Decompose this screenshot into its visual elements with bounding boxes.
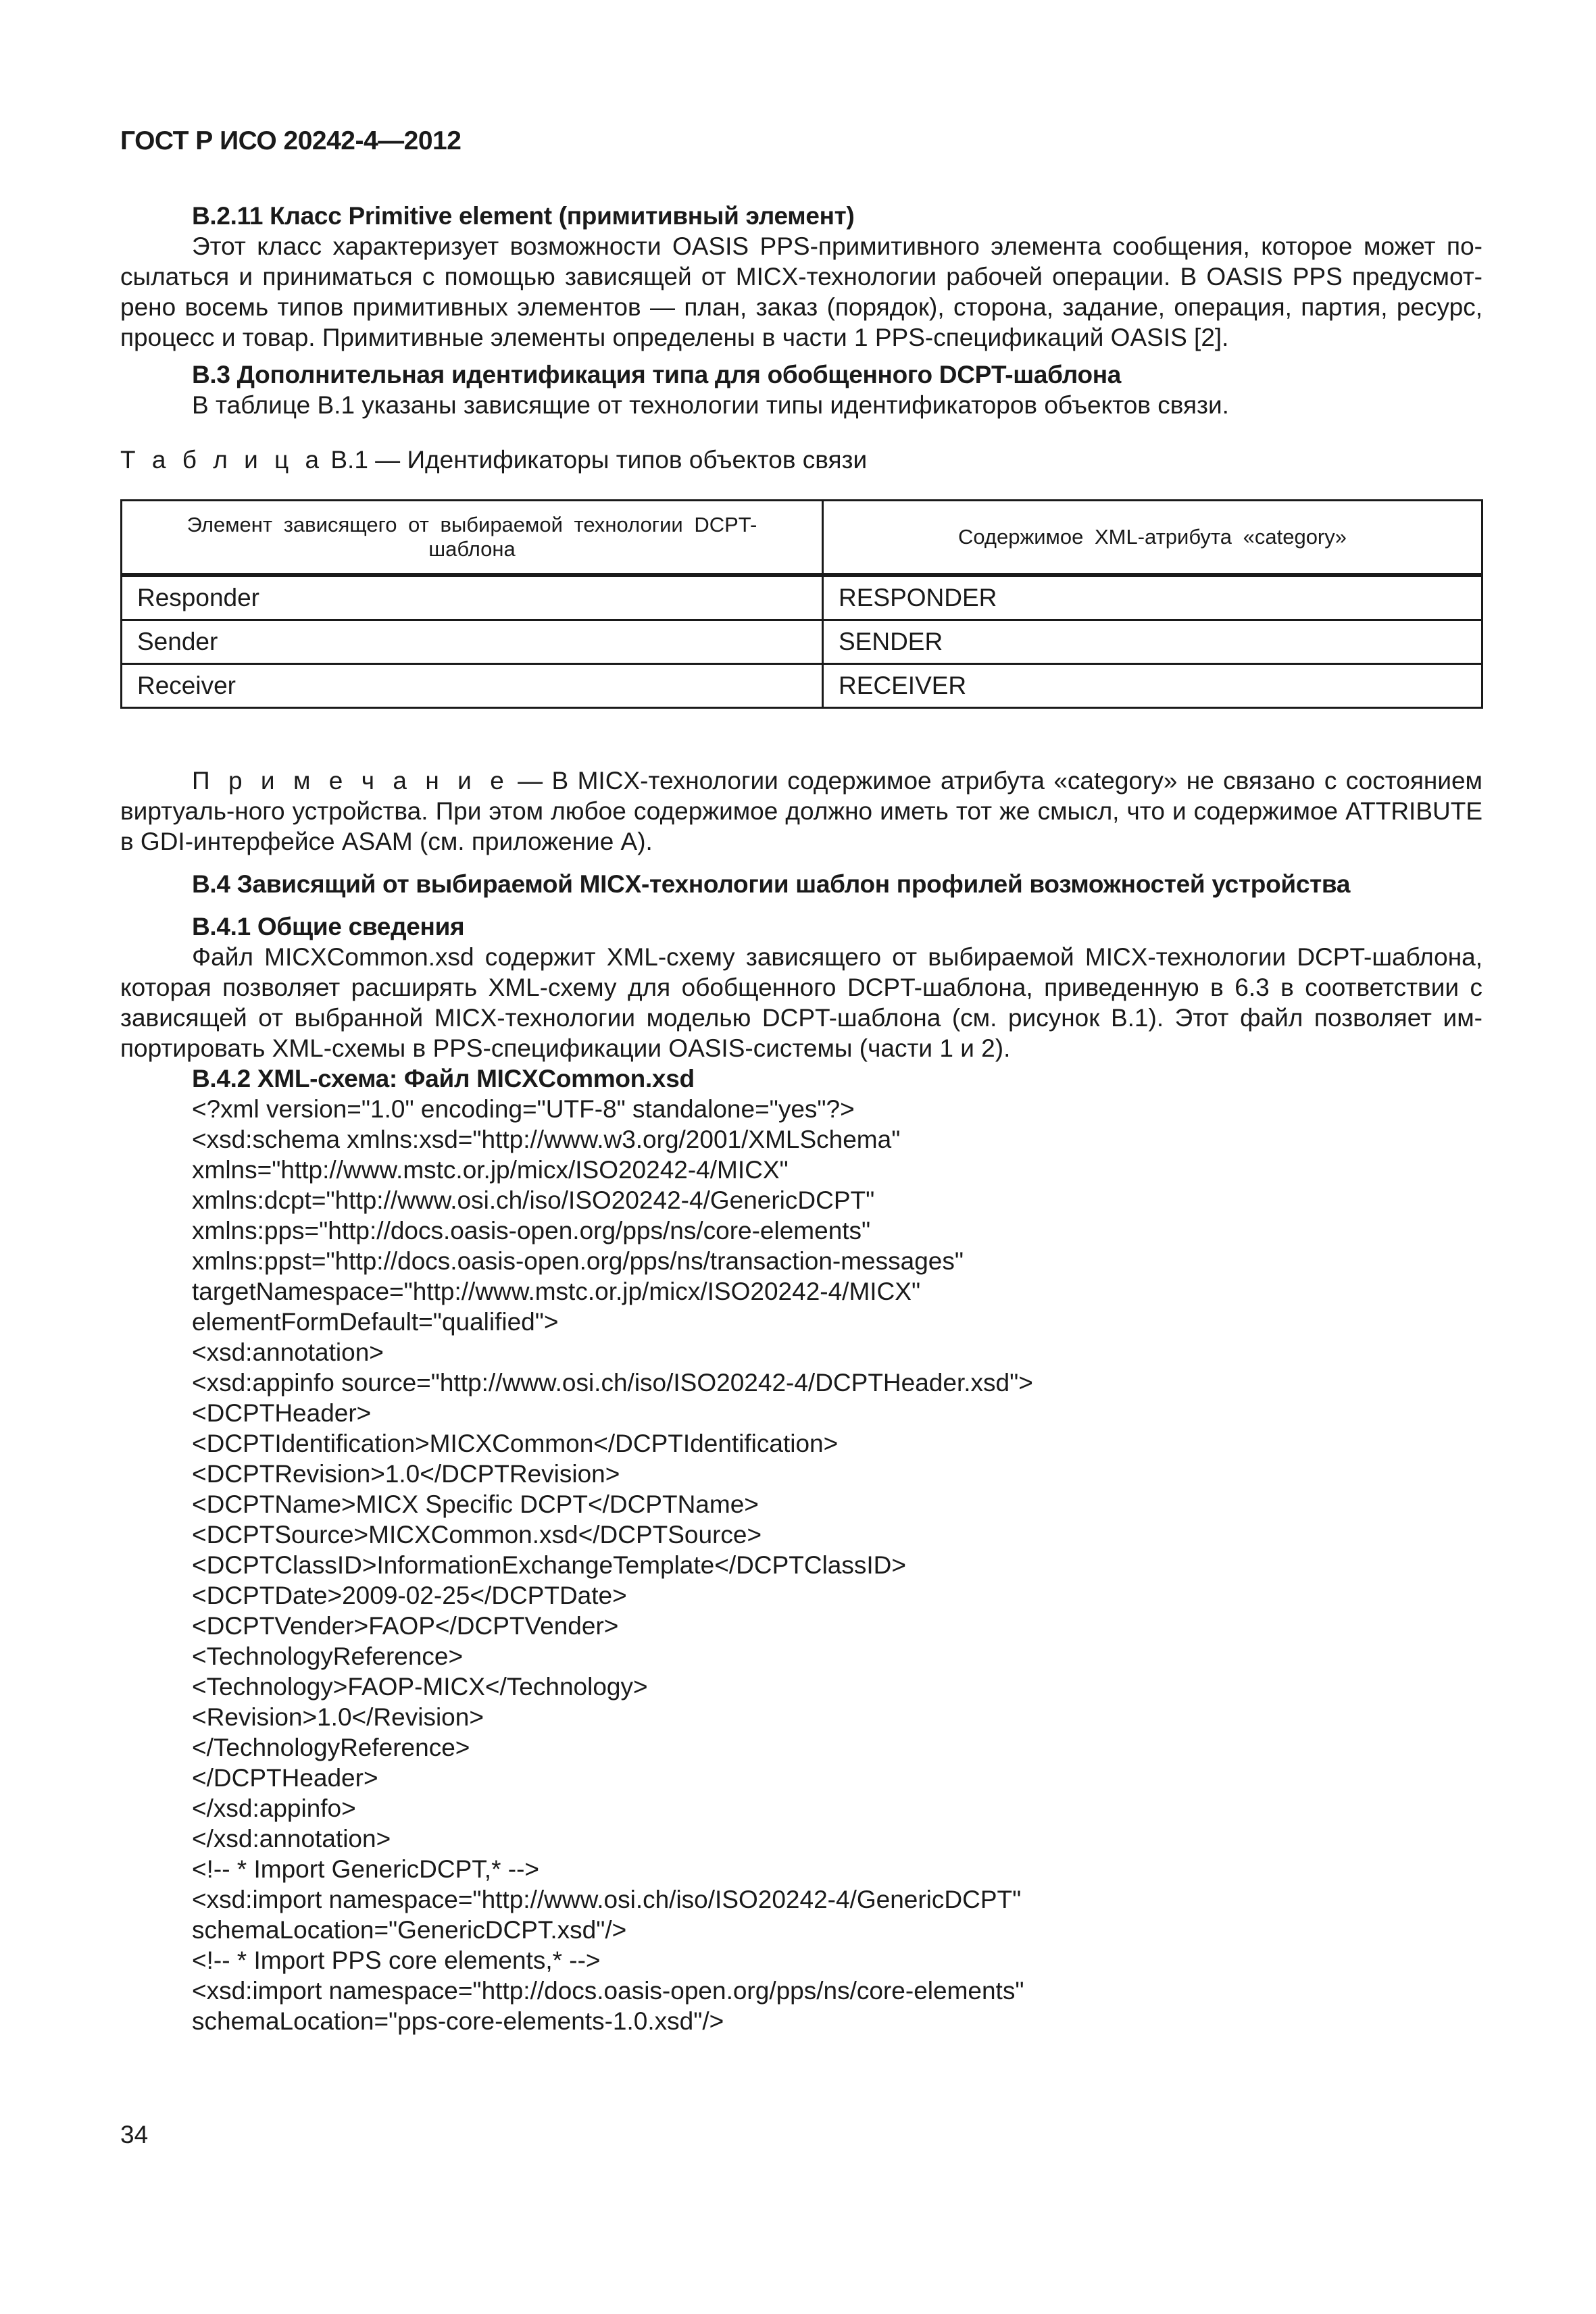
code-line: <DCPTClassID>InformationExchangeTemplate</DCPTClassID> [192, 1551, 906, 1579]
code-line: </xsd:appinfo> [192, 1794, 356, 1822]
code-line: xmlns:dcpt="http://www.osi.ch/iso/ISO20242-4/GenericDCPT" [192, 1186, 875, 1214]
table-header-element: Элемент зависящего от выбираемой технологии DCPT-шаблона [122, 501, 823, 576]
code-line: <DCPTDate>2009-02-25</DCPTDate> [192, 1582, 627, 1609]
page-content [120, 201, 1482, 2036]
code-line: </xsd:annotation> [192, 1825, 391, 1853]
code-line: <DCPTName>MICX Specific DCPT</DCPTName> [192, 1490, 759, 1518]
code-line: xmlns:ppst="http://docs.oasis-open.org/pps/ns/transaction-messages" [192, 1247, 964, 1275]
table-caption-prefix: Т а б л и ц а [120, 446, 324, 474]
code-line: xmlns="http://www.mstc.or.jp/micx/ISO20242-4/MICX" [192, 1156, 789, 1184]
code-line: <!-- * Import PPS core elements,* --> [192, 1946, 601, 1974]
table-row [122, 575, 1482, 620]
note-text: — В MICX-технологии содержимое атрибута «category» не связано с состоянием виртуаль-ного устройства. При этом любое содержимое должно иметь тот же смысл, что и содержимое ATTRIBUTE в GDI-интерфейсе ASAM (см. приложение А). [120, 767, 1482, 855]
table-header-row [122, 501, 1482, 576]
table-caption-title: В.1 — Идентификаторы типов объектов связи [324, 446, 868, 474]
code-line: <xsd:import namespace="http://www.osi.ch/iso/ISO20242-4/GenericDCPT" [192, 1886, 1022, 1913]
table-cell: Receiver [122, 664, 823, 708]
document-header: ГОСТ Р ИСО 20242-4—2012 [120, 126, 462, 155]
section-b41-text: Файл MICXCommon.xsd содержит XML-схему зависящего от выбираемой MICX-технологии DCPT-шаблона, которая позволяет расширять XML-схему для обобщенного DCPT-шаблона, приведенную в 6.3 в соответствии с зависящей от выбранной MICX-технологии моделью DCPT-шаблона (см. рисунок В.1). Этот файл позволяет им-портировать XML-схемы в PPS-спецификации OASIS-системы (части 1 и 2). [120, 943, 1482, 1062]
section-b211-heading: В.2.11 Класс Primitive element (примитивный элемент) [192, 202, 855, 230]
code-line: schemaLocation="GenericDCPT.xsd"/> [192, 1916, 627, 1944]
section-b3-heading: В.3 Дополнительная идентификация типа для обобщенного DCPT-шаблона [192, 361, 1122, 388]
code-line: <DCPTHeader> [192, 1399, 372, 1427]
code-line: xmlns:pps="http://docs.oasis-open.org/pps/ns/core-elements" [192, 1217, 871, 1244]
code-line: <DCPTVender>FAOP</DCPTVender> [192, 1612, 619, 1640]
page-number: 34 [120, 2121, 149, 2148]
code-line: <DCPTRevision>1.0</DCPTRevision> [192, 1460, 620, 1488]
code-line: <xsd:appinfo source="http://www.osi.ch/iso/ISO20242-4/DCPTHeader.xsd"> [192, 1369, 1033, 1397]
code-line: <xsd:import namespace="http://docs.oasis-open.org/pps/ns/core-elements" [192, 1977, 1024, 2005]
table-caption [120, 445, 1482, 475]
code-line: <DCPTIdentification>MICXCommon</DCPTIdentification> [192, 1430, 839, 1457]
code-line: </DCPTHeader> [192, 1764, 378, 1792]
section-b4-heading: В.4 Зависящий от выбираемой MICX-технологии шаблон профилей возможностей устройства [192, 870, 1351, 898]
section-b211-text: Этот класс характеризует возможности OASIS PPS-примитивного элемента сообщения, которое может по-сылаться и приниматься с помощью зависящей от MICX-технологии рабочей операции. В OASIS PPS предусмот-рено восемь типов примитивных элементов — план, заказ (порядок), сторона, задание, операция, партия, ресурс, процесс и товар. Примитивные элементы определены в части 1 PPS-спецификаций OASIS [2]. [120, 232, 1482, 351]
table-cell: RECEIVER [823, 664, 1482, 708]
table-cell: RESPONDER [823, 575, 1482, 620]
note-label: П р и м е ч а н и е [192, 767, 509, 795]
code-line: <Revision>1.0</Revision> [192, 1703, 484, 1731]
code-line: <xsd:schema xmlns:xsd="http://www.w3.org/2001/XMLSchema" [192, 1126, 901, 1153]
code-line: elementFormDefault="qualified"> [192, 1308, 559, 1336]
table-cell: Sender [122, 620, 823, 664]
code-line: <TechnologyReference> [192, 1642, 464, 1670]
code-line: schemaLocation="pps-core-elements-1.0.xsd"/> [192, 2007, 724, 2035]
table-cell: SENDER [823, 620, 1482, 664]
table-header-category: Содержимое XML-атрибута «category» [823, 501, 1482, 576]
section-b41-heading: В.4.1 Общие сведения [192, 913, 465, 940]
identifiers-table [120, 499, 1483, 709]
code-line: <!-- * Import GenericDCPT,* --> [192, 1855, 540, 1883]
code-line: <xsd:annotation> [192, 1338, 384, 1366]
code-line: <DCPTSource>MICXCommon.xsd</DCPTSource> [192, 1521, 762, 1549]
table-row [122, 620, 1482, 664]
section-b42-heading: В.4.2 XML-схема: Файл MICXCommon.xsd [192, 1065, 695, 1092]
table-note [120, 765, 1482, 857]
table-row [122, 664, 1482, 708]
code-line: <?xml version="1.0" encoding="UTF-8" standalone="yes"?> [192, 1095, 855, 1123]
table-cell: Responder [122, 575, 823, 620]
xml-code-block [120, 1094, 1482, 2036]
code-line: targetNamespace="http://www.mstc.or.jp/micx/ISO20242-4/MICX" [192, 1278, 921, 1305]
code-line: </TechnologyReference> [192, 1734, 470, 1761]
section-b3-text: В таблице В.1 указаны зависящие от технологии типы идентификаторов объектов связи. [192, 391, 1229, 419]
code-line: <Technology>FAOP-MICX</Technology> [192, 1673, 648, 1701]
